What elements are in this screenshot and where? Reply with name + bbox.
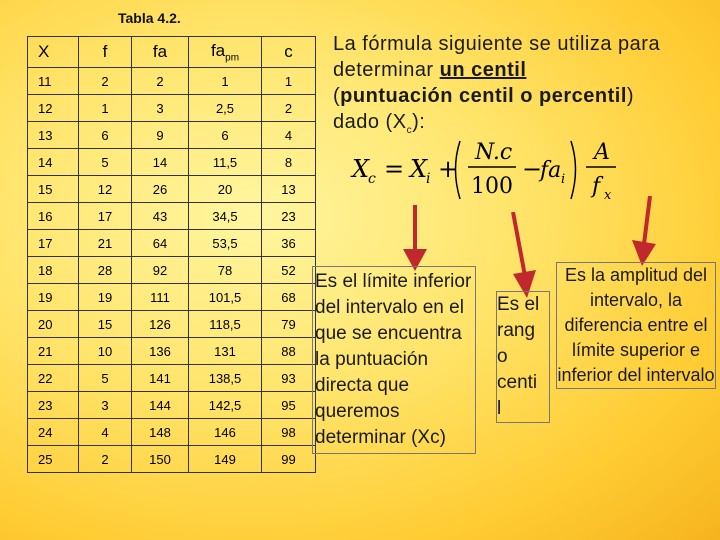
cell-fapm: 11,5 [189,149,262,176]
cell-x: 15 [28,176,79,203]
cell-x: 20 [28,311,79,338]
cell-fa: 26 [132,176,189,203]
cell-c: 68 [262,284,316,311]
cell-x: 11 [28,68,79,95]
cell-x: 16 [28,203,79,230]
cell-c: 79 [262,311,316,338]
cell-fapm: 138,5 [189,365,262,392]
centil-formula [350,135,620,205]
table-row [28,176,316,203]
cell-fa: 2 [132,68,189,95]
header-fa: fa [132,37,189,68]
cell-c: 95 [262,392,316,419]
table-row [28,392,316,419]
cell-fapm: 101,5 [189,284,262,311]
cell-f: 4 [79,419,132,446]
cell-x: 19 [28,284,79,311]
cell-fapm: 131 [189,338,262,365]
cell-c: 88 [262,338,316,365]
cell-x: 14 [28,149,79,176]
desc-amplitud: Es la amplitud del intervalo, la diferencia entre el límite superior e inferior del intervalo [556,262,716,389]
table-row [28,338,316,365]
header-fapm-base: fa [210,40,226,60]
table-caption: Tabla 4.2. [118,10,181,26]
frequency-table [27,36,316,473]
header-fapm [189,37,262,68]
cell-x: 18 [28,257,79,284]
cell-c: 2 [262,95,316,122]
cell-fa: 111 [132,284,189,311]
cell-fapm: 149 [189,446,262,473]
header-fapm-sub: pm [225,52,240,64]
intro-line3-end: ): [412,111,426,133]
cell-x: 17 [28,230,79,257]
table-row [28,311,316,338]
cell-fapm: 34,5 [189,203,262,230]
cell-c: 1 [262,68,316,95]
cell-f: 12 [79,176,132,203]
cell-f: 5 [79,365,132,392]
cell-fa: 126 [132,311,189,338]
cell-fapm: 53,5 [189,230,262,257]
arrow-down-limite [400,205,430,275]
cell-f: 2 [79,446,132,473]
cell-x: 21 [28,338,79,365]
desc-limite-inferior: Es el límite inferior del intervalo en el que se encuentra la puntuación directa que queremos determinar (Xc) [312,266,476,454]
cell-f: 1 [79,95,132,122]
cell-x: 24 [28,419,79,446]
cell-fa: 144 [132,392,189,419]
formula-xi-sub: i [426,171,431,187]
intro-underlined: un centil [439,59,527,81]
cell-x: 22 [28,365,79,392]
formula-den2: f [592,174,601,199]
cell-fapm: 78 [189,257,262,284]
cell-fa: 148 [132,419,189,446]
formula-lhs-sub: c [368,171,376,187]
cell-c: 4 [262,122,316,149]
cell-f: 5 [79,149,132,176]
cell-x: 23 [28,392,79,419]
cell-x: 13 [28,122,79,149]
header-f: f [79,37,132,68]
intro-line3-sub: c [406,125,413,136]
arrow-down-amplitud [624,196,660,268]
cell-f: 21 [79,230,132,257]
formula-xi: X [410,155,428,183]
table-row [28,257,316,284]
cell-fapm: 2,5 [189,95,262,122]
cell-f: 6 [79,122,132,149]
cell-f: 2 [79,68,132,95]
intro-line3: dado (X [333,111,407,133]
header-c: c [262,37,316,68]
cell-fapm: 142,5 [189,392,262,419]
formula-den2-sub: x [604,188,612,203]
cell-fa: 43 [132,203,189,230]
cell-c: 23 [262,203,316,230]
table-header-row [28,37,316,68]
intro-bold: puntuación centil o percentil [340,85,627,107]
table-row [28,284,316,311]
cell-c: 52 [262,257,316,284]
cell-f: 10 [79,338,132,365]
formula-lhs: X [352,155,370,183]
cell-c: 99 [262,446,316,473]
cell-f: 28 [79,257,132,284]
table-row [28,149,316,176]
cell-f: 3 [79,392,132,419]
table-row [28,446,316,473]
cell-fa: 92 [132,257,189,284]
table-row [28,419,316,446]
intro-line1: La fórmula siguiente se utiliza para determinar [333,33,661,81]
cell-fa: 136 [132,338,189,365]
cell-x: 12 [28,95,79,122]
table-row [28,95,316,122]
cell-c: 13 [262,176,316,203]
cell-c: 93 [262,365,316,392]
cell-fa: 141 [132,365,189,392]
cell-fa: 9 [132,122,189,149]
cell-f: 17 [79,203,132,230]
cell-fapm: 146 [189,419,262,446]
table-row [28,122,316,149]
formula-fa-sub: i [561,172,566,187]
formula-intro [333,31,713,144]
cell-fa: 64 [132,230,189,257]
intro-close: ) [626,85,635,107]
cell-fa: 150 [132,446,189,473]
formula-den1: 100 [471,174,513,199]
intro-open: ( [333,85,341,107]
table-row [28,365,316,392]
arrow-down-rango [505,212,541,300]
cell-fa: 14 [132,149,189,176]
formula-fa: fa [540,158,562,183]
formula-minus: − [522,155,543,183]
cell-fa: 3 [132,95,189,122]
table-row [28,68,316,95]
rango-line: rang [497,320,536,341]
cell-fapm: 1 [189,68,262,95]
cell-c: 8 [262,149,316,176]
rango-line: centi [497,372,538,393]
cell-f: 19 [79,284,132,311]
cell-f: 15 [79,311,132,338]
cell-c: 98 [262,419,316,446]
rango-line: o [497,346,508,367]
formula-plus: + [438,155,459,183]
cell-fapm: 118,5 [189,311,262,338]
cell-c: 36 [262,230,316,257]
formula-num1: N.c [475,140,513,165]
rango-line: Es el [497,294,540,315]
table-row [28,230,316,257]
desc-rango-centil [496,291,550,423]
rango-line: l [497,398,502,419]
cell-fapm: 6 [189,122,262,149]
formula-right-paren [571,141,576,199]
table-row [28,203,316,230]
formula-num2: A [594,140,610,165]
cell-x: 25 [28,446,79,473]
header-x: X [28,37,79,68]
cell-fapm: 20 [189,176,262,203]
formula-eq: = [384,155,405,183]
